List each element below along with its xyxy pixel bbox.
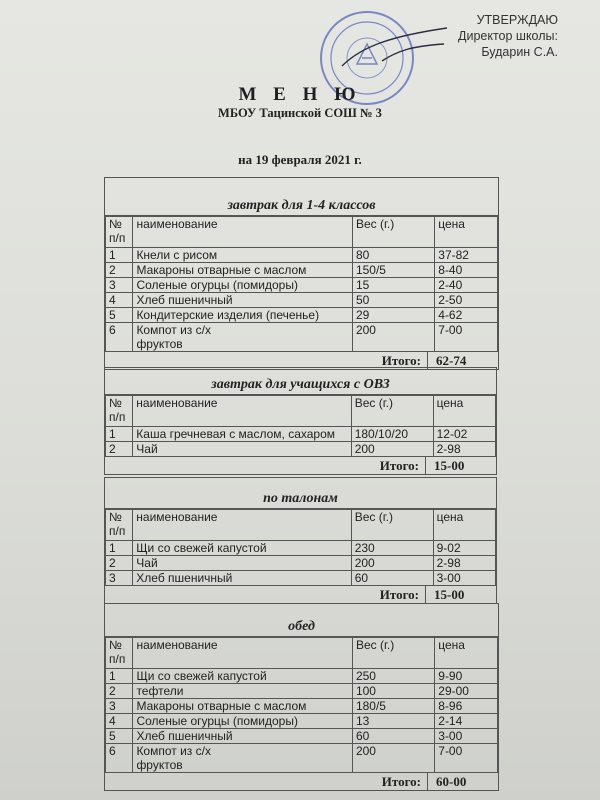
menu-section [104, 603, 499, 791]
item-weight: 29 [352, 308, 434, 323]
item-number: 5 [106, 308, 133, 323]
item-name [133, 571, 351, 586]
item-name [133, 541, 351, 556]
column-header-price: цена [433, 510, 495, 541]
item-weight: 15 [352, 278, 434, 293]
item-number: 5 [106, 729, 133, 744]
item-price: 7-00 [435, 323, 498, 352]
item-weight: 100 [352, 684, 434, 699]
item-name [133, 278, 353, 293]
item-name-line: Хлеб пшеничный [136, 571, 233, 585]
table-row [106, 293, 498, 308]
item-weight: 200 [351, 442, 433, 457]
menu-table [105, 216, 498, 352]
total-row [105, 586, 496, 603]
table-row [106, 556, 496, 571]
table-row [106, 669, 498, 684]
item-name-line: Щи со свежей капустой [136, 541, 267, 555]
page-title: М Е Н Ю [238, 84, 362, 105]
table-row [106, 427, 496, 442]
item-name-line: Компот из с/х [136, 323, 211, 337]
column-header-price: цена [435, 638, 498, 669]
column-header-name: наименование [133, 510, 351, 541]
column-header-name: наименование [133, 638, 353, 669]
column-header-weight: Вес (г.) [352, 217, 434, 248]
table-header-row [106, 638, 498, 669]
total-label: Итого: [382, 773, 428, 790]
total-value: 60-00 [436, 774, 467, 789]
table-header-row [106, 396, 496, 427]
item-name [133, 684, 353, 699]
item-price: 4-62 [435, 308, 498, 323]
item-name-line: Макароны отварные с маслом [136, 263, 307, 277]
item-weight: 250 [352, 669, 434, 684]
item-name-line: Каша гречневая с маслом, сахаром [136, 427, 336, 441]
item-name-line: тефтели [136, 684, 184, 698]
table-row [106, 323, 498, 352]
item-weight: 200 [351, 556, 433, 571]
total-value: 15-00 [434, 458, 465, 473]
item-name-line: Хлеб пшеничный [136, 293, 233, 307]
section-title: по талонам [105, 478, 496, 509]
table-header-row [106, 510, 496, 541]
total-row [105, 773, 498, 790]
item-price: 8-40 [435, 263, 498, 278]
item-number: 4 [106, 293, 133, 308]
section-title: завтрак для учащихся с ОВЗ [105, 368, 496, 395]
total-label: Итого: [380, 457, 426, 474]
item-weight: 150/5 [352, 263, 434, 278]
director-name: Бударин С.А. [481, 45, 558, 59]
table-row [106, 714, 498, 729]
section-title: обед [105, 604, 498, 637]
item-name-line2: фруктов [136, 758, 183, 772]
item-name-line2: фруктов [136, 337, 183, 351]
table-row [106, 248, 498, 263]
item-number: 4 [106, 714, 133, 729]
item-name-line: Соленые огурцы (помидоры) [136, 278, 298, 292]
table-row [106, 744, 498, 773]
item-weight: 80 [352, 248, 434, 263]
table-row [106, 571, 496, 586]
menu-section [104, 367, 497, 475]
item-number: 1 [106, 427, 133, 442]
item-price: 9-90 [435, 669, 498, 684]
item-price: 2-98 [433, 442, 495, 457]
approval-block [458, 12, 558, 60]
table-header-row [106, 217, 498, 248]
total-row [105, 457, 496, 474]
item-name-line: Чай [136, 556, 158, 570]
item-number: 2 [106, 556, 133, 571]
item-name [133, 263, 353, 278]
total-value: 62-74 [436, 353, 467, 368]
item-price: 12-02 [433, 427, 495, 442]
item-name [133, 293, 353, 308]
item-name [133, 308, 353, 323]
menu-table [105, 395, 496, 457]
item-number: 3 [106, 571, 133, 586]
item-price: 2-40 [435, 278, 498, 293]
table-row [106, 442, 496, 457]
column-header-price: цена [433, 396, 495, 427]
menu-table [105, 637, 498, 773]
item-name [133, 669, 353, 684]
column-header-num: № п/п [106, 217, 133, 248]
column-header-num: № п/п [106, 510, 133, 541]
item-name [133, 744, 353, 773]
column-header-weight: Вес (г.) [352, 638, 434, 669]
item-number: 2 [106, 684, 133, 699]
item-name-line: Соленые огурцы (помидоры) [136, 714, 298, 728]
item-number: 3 [106, 278, 133, 293]
total-label: Итого: [380, 586, 426, 603]
item-name [133, 729, 353, 744]
item-weight: 60 [351, 571, 433, 586]
item-name [133, 699, 353, 714]
item-number: 6 [106, 744, 133, 773]
item-weight: 180/10/20 [351, 427, 433, 442]
column-header-weight: Вес (г.) [351, 396, 433, 427]
item-number: 1 [106, 669, 133, 684]
table-row [106, 308, 498, 323]
item-price: 7-00 [435, 744, 498, 773]
total-value: 15-00 [434, 587, 465, 602]
item-number: 2 [106, 263, 133, 278]
item-number: 1 [106, 541, 133, 556]
menu-section [104, 477, 497, 604]
item-name [133, 427, 351, 442]
table-row [106, 684, 498, 699]
item-name [133, 714, 353, 729]
item-price: 29-00 [435, 684, 498, 699]
column-header-weight: Вес (г.) [351, 510, 433, 541]
column-header-price: цена [435, 217, 498, 248]
column-header-name: наименование [133, 217, 353, 248]
item-weight: 60 [352, 729, 434, 744]
column-header-num: № п/п [106, 396, 133, 427]
item-name [133, 556, 351, 571]
item-name-line: Компот из с/х [136, 744, 211, 758]
item-weight: 180/5 [352, 699, 434, 714]
item-weight: 200 [352, 744, 434, 773]
item-name [133, 323, 353, 352]
item-name [133, 442, 351, 457]
item-weight: 230 [351, 541, 433, 556]
menu-section [104, 177, 499, 370]
table-row [106, 699, 498, 714]
column-header-name: наименование [133, 396, 351, 427]
item-name-line: Макароны отварные с маслом [136, 699, 307, 713]
item-name-line: Чай [136, 442, 158, 456]
school-name: МБОУ Тацинской СОШ № 3 [218, 106, 382, 120]
item-number: 6 [106, 323, 133, 352]
item-name-line: Хлеб пшеничный [136, 729, 233, 743]
item-price: 3-00 [433, 571, 495, 586]
item-number: 1 [106, 248, 133, 263]
column-header-num: № п/п [106, 638, 133, 669]
table-row [106, 263, 498, 278]
table-row [106, 729, 498, 744]
item-weight: 200 [352, 323, 434, 352]
table-row [106, 278, 498, 293]
section-title: завтрак для 1-4 классов [105, 178, 498, 216]
table-row [106, 541, 496, 556]
item-weight: 50 [352, 293, 434, 308]
menu-table [105, 509, 496, 586]
menu-date: на 19 февраля 2021 г. [238, 152, 362, 167]
item-weight: 13 [352, 714, 434, 729]
item-price: 3-00 [435, 729, 498, 744]
item-number: 2 [106, 442, 133, 457]
item-number: 3 [106, 699, 133, 714]
item-price: 2-98 [433, 556, 495, 571]
item-price: 8-96 [435, 699, 498, 714]
item-name-line: Щи со свежей капустой [136, 669, 267, 683]
item-price: 2-50 [435, 293, 498, 308]
item-price: 2-14 [435, 714, 498, 729]
item-price: 9-02 [433, 541, 495, 556]
director-line: Директор школы: [458, 29, 558, 43]
item-name-line: Кондитерские изделия (печенье) [136, 308, 320, 322]
total-label: Итого: [382, 352, 428, 369]
approval-line: УТВЕРЖДАЮ [476, 13, 558, 27]
item-name [133, 248, 353, 263]
item-price: 37-82 [435, 248, 498, 263]
item-name-line: Кнели с рисом [136, 248, 218, 262]
